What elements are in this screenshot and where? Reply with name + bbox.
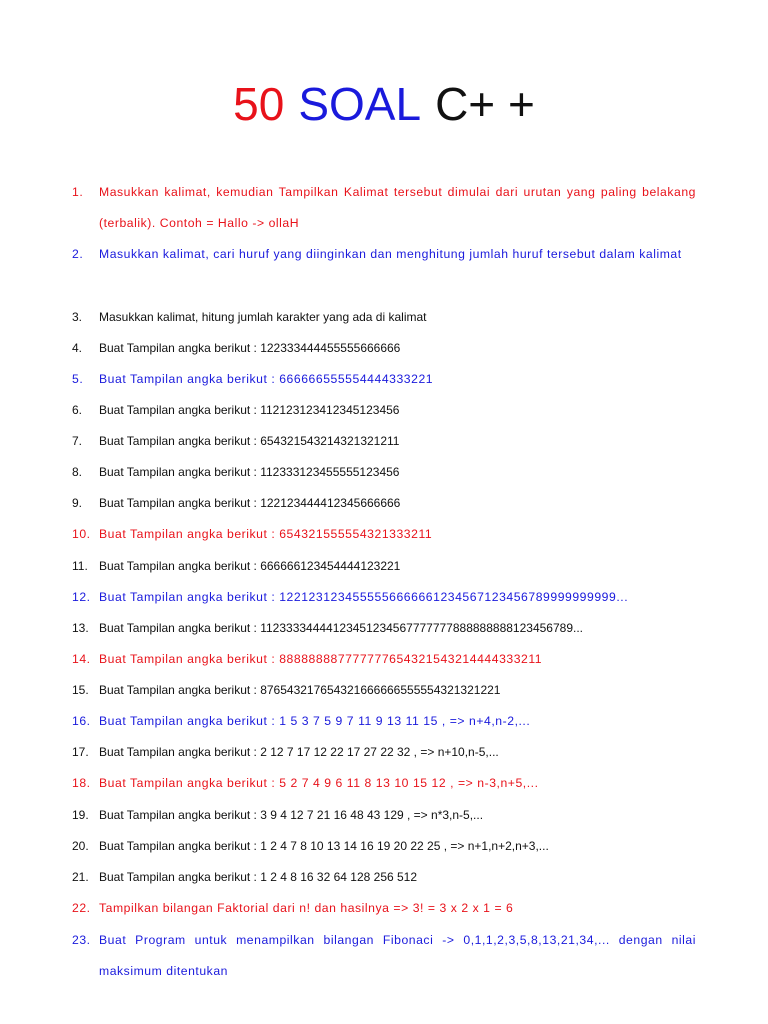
item-text: Masukkan kalimat, kemudian Tampilkan Kalimat tersebut dimulai dari urutan yang paling belakang (terbalik). Contoh = Hallo -> ollaH <box>99 185 696 230</box>
item-number: 13. <box>72 621 89 635</box>
list-item <box>72 302 696 333</box>
item-number: 19. <box>72 808 89 822</box>
item-number: 11. <box>72 559 88 573</box>
item-text: Buat Tampilan angka berikut : 666666555554444333221 <box>99 372 434 386</box>
item-number: 14. <box>72 652 91 666</box>
item-text: Buat Tampilan angka berikut : 122333444455555666666 <box>99 341 401 355</box>
list-item <box>72 706 696 737</box>
item-number: 15. <box>72 683 89 697</box>
list-item <box>72 893 696 924</box>
item-number: 8. <box>72 465 83 479</box>
item-number: 21. <box>72 870 89 884</box>
item-text: Masukkan kalimat, hitung jumlah karakter yang ada di kalimat <box>99 310 427 324</box>
item-number: 18. <box>72 776 91 790</box>
list-item <box>72 457 696 488</box>
item-number: 1. <box>72 185 84 199</box>
item-number: 6. <box>72 403 83 417</box>
list-item <box>72 177 696 239</box>
list-item <box>72 737 696 768</box>
item-number: 10. <box>72 527 91 541</box>
item-text: Tampilkan bilangan Faktorial dari n! dan hasilnya => 3! = 3 x 2 x 1 = 6 <box>99 901 514 915</box>
item-text: Buat Tampilan angka berikut : 876543217654321666666555554321321221 <box>99 683 501 697</box>
list-item <box>72 613 696 644</box>
item-text: Buat Tampilan angka berikut : 888888887777777654321543214444333211 <box>99 652 543 666</box>
item-text: Buat Program untuk menampilkan bilangan Fibonaci -> 0,1,1,2,3,5,8,13,21,34,... dengan nilai maksimum ditentukan <box>99 933 696 978</box>
list-item <box>72 675 696 706</box>
item-number: 12. <box>72 590 91 604</box>
item-text: Buat Tampilan angka berikut : 654321543214321321211 <box>99 434 400 448</box>
list-item <box>72 333 696 364</box>
list-item <box>72 551 696 582</box>
item-text: Buat Tampilan angka berikut : 1 5 3 7 5 9 7 11 9 13 11 15 , => n+4,n-2,... <box>99 714 531 728</box>
list-item <box>72 862 696 893</box>
item-number: 3. <box>72 310 83 324</box>
item-text: Masukkan kalimat, cari huruf yang diinginkan dan menghitung jumlah huruf tersebut dalam kalimat <box>99 247 682 261</box>
item-number: 7. <box>72 434 83 448</box>
item-text: Buat Tampilan angka berikut : 3 9 4 12 7 21 16 48 43 129 , => n*3,n-5,... <box>99 808 484 822</box>
list-item <box>72 395 696 426</box>
item-text: Buat Tampilan angka berikut : 122123444412345666666 <box>99 496 401 510</box>
item-text: Buat Tampilan angka berikut : 112333123455555123456 <box>99 465 400 479</box>
item-number: 20. <box>72 839 89 853</box>
item-text: Buat Tampilan angka berikut : 1221231234555556666661234567123456789999999999... <box>99 590 629 604</box>
title-number: 50 <box>233 78 285 130</box>
list-item <box>72 426 696 457</box>
title-soal: SOAL <box>298 78 422 130</box>
item-number: 22. <box>72 901 91 915</box>
title-language: C+ + <box>435 78 535 130</box>
item-text: Buat Tampilan angka berikut : 11233334444123451234567777777888888888123456789... <box>99 621 583 635</box>
item-number: 9. <box>72 496 83 510</box>
item-text: Buat Tampilan angka berikut : 666666123454444123221 <box>99 559 401 573</box>
item-number: 17. <box>72 745 89 759</box>
item-text: Buat Tampilan angka berikut : 1 2 4 8 16 32 64 128 256 512 <box>99 870 418 884</box>
item-text: Buat Tampilan angka berikut : 2 12 7 17 12 22 17 27 22 32 , => n+10,n-5,... <box>99 745 499 759</box>
item-text: Buat Tampilan angka berikut : 1 2 4 7 8 10 13 14 16 19 20 22 25 , => n+1,n+2,n+3,... <box>99 839 549 853</box>
item-text: Buat Tampilan angka berikut : 654321555554321333211 <box>99 527 433 541</box>
list-item <box>72 644 696 675</box>
item-text: Buat Tampilan angka berikut : 112123123412345123456 <box>99 403 400 417</box>
item-number: 4. <box>72 341 83 355</box>
item-number: 16. <box>72 714 91 728</box>
list-item <box>72 831 696 862</box>
list-item <box>72 582 696 613</box>
list-item <box>72 519 696 550</box>
item-number: 2. <box>72 247 84 261</box>
page-title <box>0 76 768 132</box>
item-number: 23. <box>72 933 91 947</box>
list-item <box>72 364 696 395</box>
list-item <box>72 800 696 831</box>
list-item <box>72 768 696 799</box>
item-text: Buat Tampilan angka berikut : 5 2 7 4 9 6 11 8 13 10 15 12 , => n-3,n+5,... <box>99 776 539 790</box>
list-item <box>72 925 696 987</box>
list-item <box>72 488 696 519</box>
item-number: 5. <box>72 372 84 386</box>
list-item <box>72 239 696 270</box>
